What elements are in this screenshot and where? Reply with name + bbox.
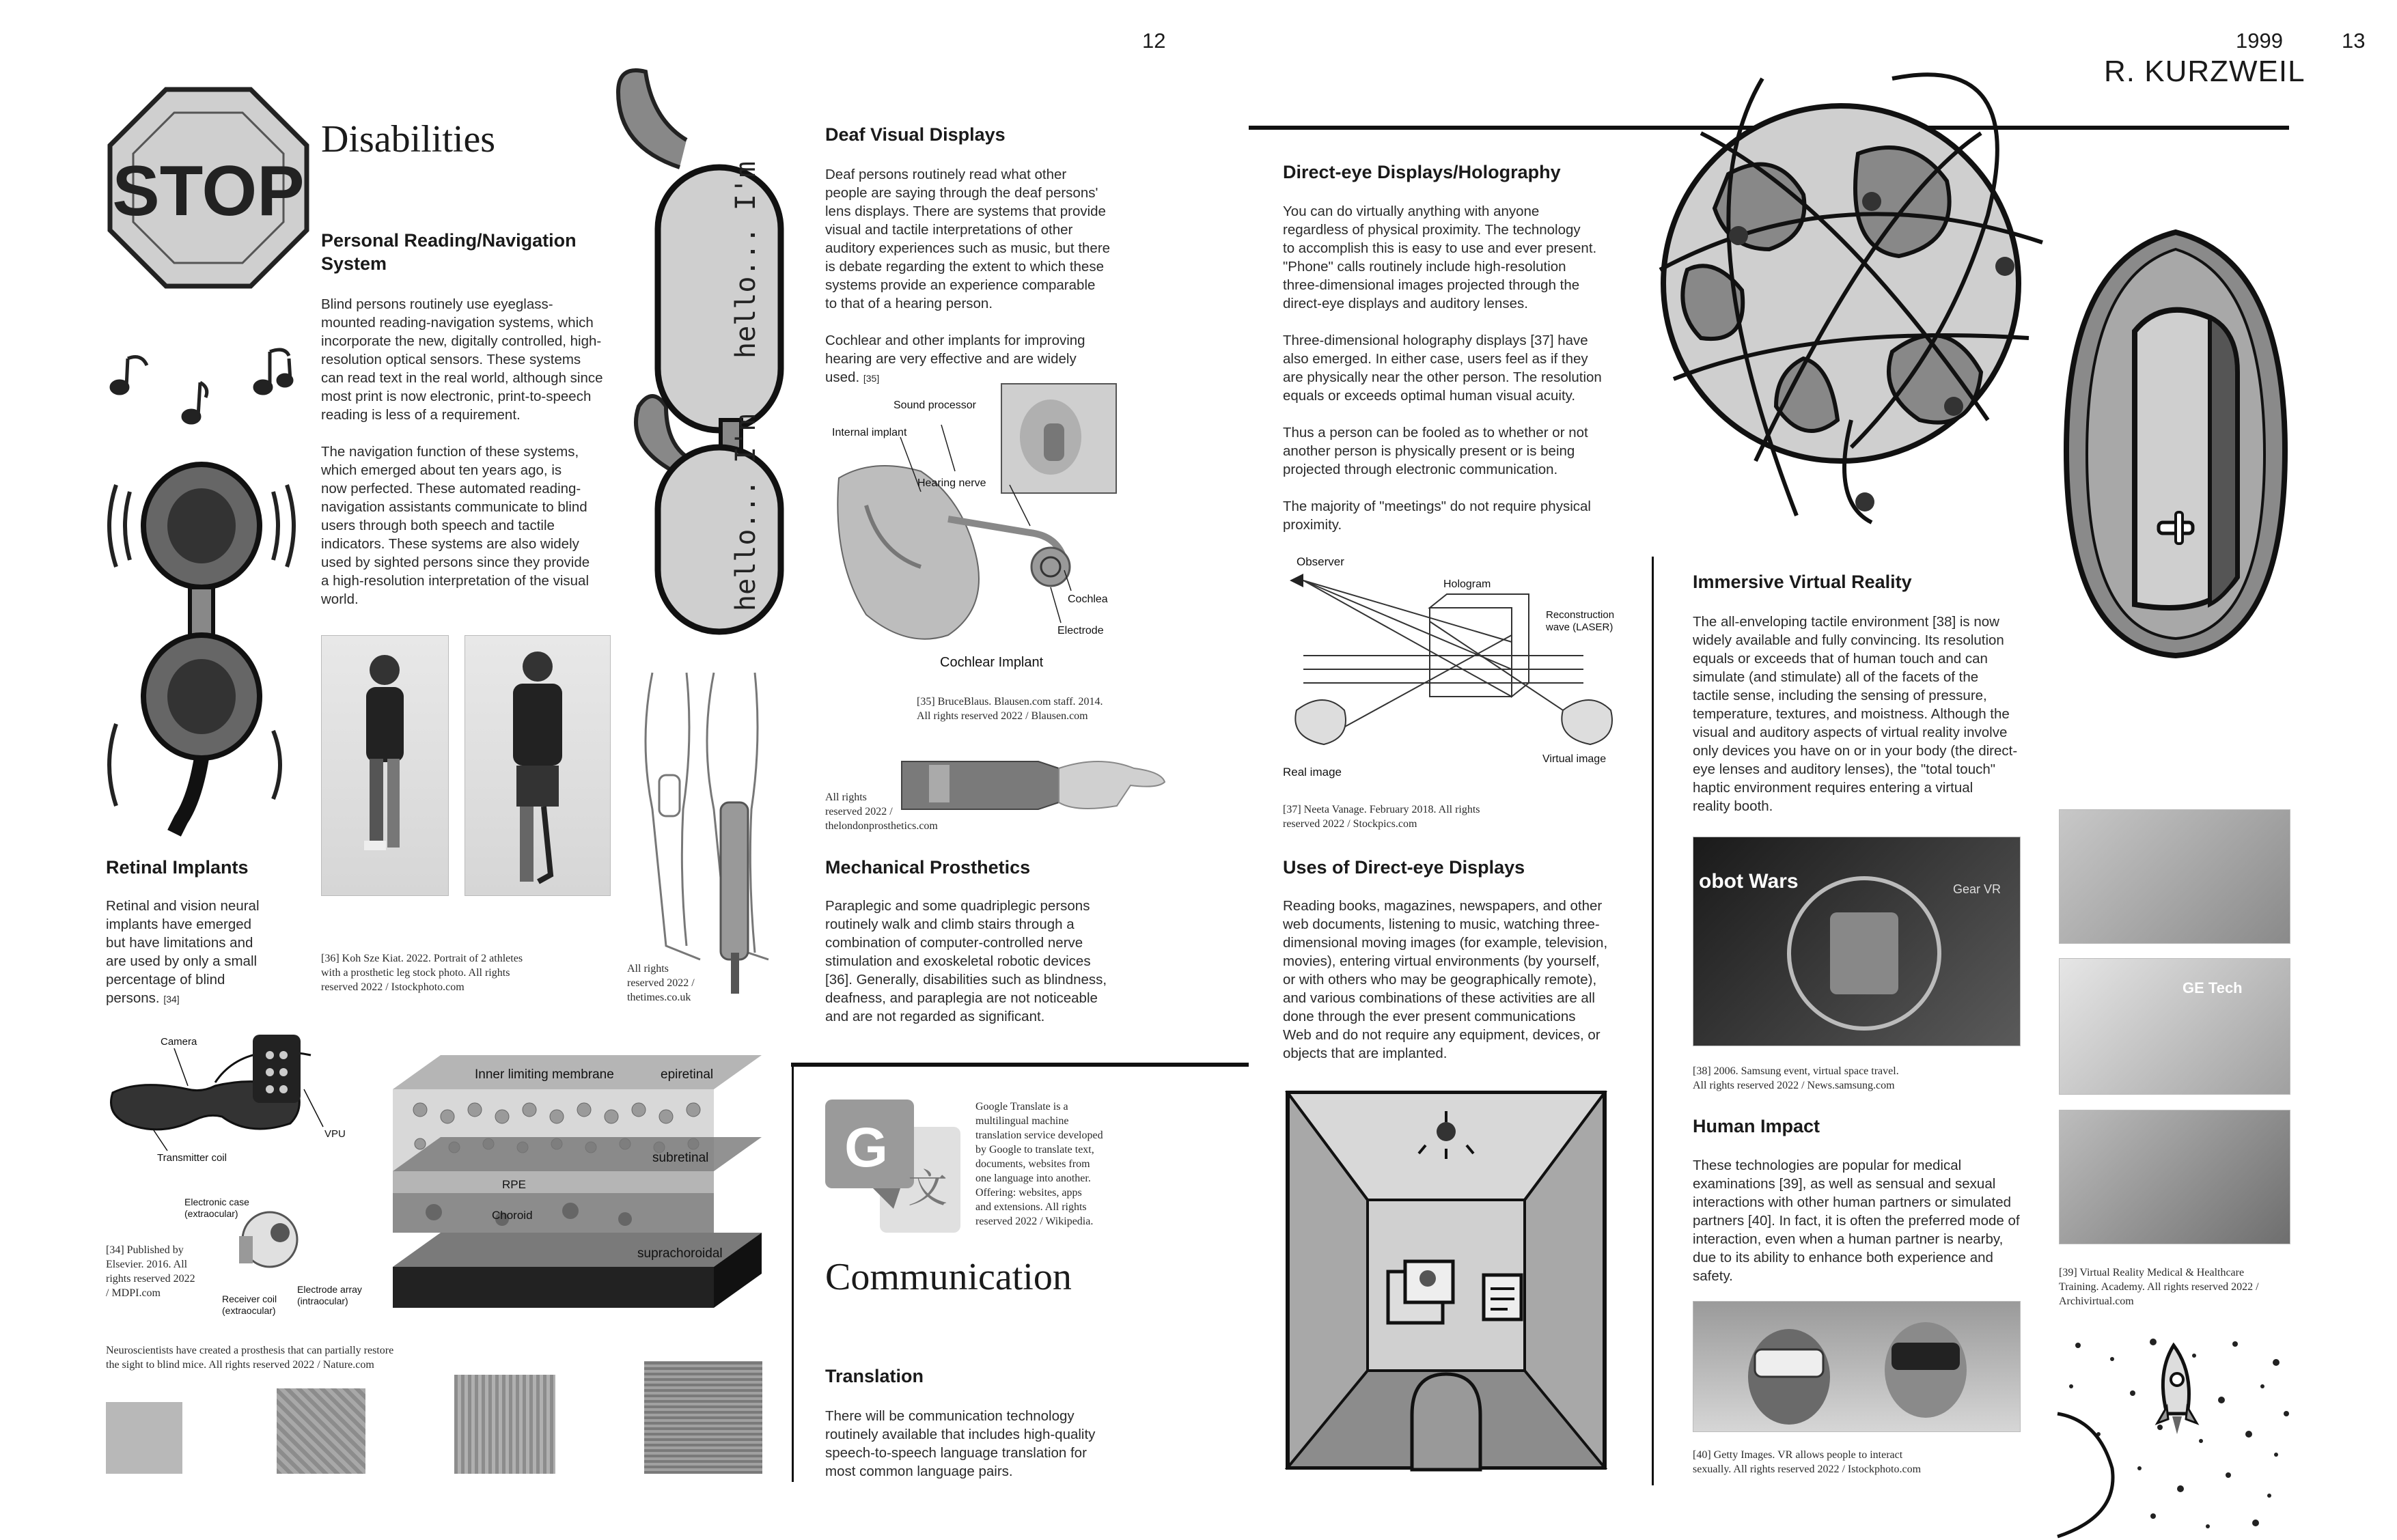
line: All rights reserved 2022 / Blausen.com bbox=[917, 710, 1088, 722]
line: direct-eye displays and auditory lenses. bbox=[1283, 296, 1528, 311]
section-title-disabilities: Disabilities bbox=[321, 118, 496, 160]
paragraph bbox=[825, 1407, 1126, 1481]
line: equals or exceeds optimal human visual acuity. bbox=[1283, 388, 1576, 404]
line: There will be communication technology bbox=[825, 1408, 1075, 1424]
line: visual and tactile interpretations of other bbox=[825, 222, 1073, 238]
hologram-diagram bbox=[1283, 553, 1618, 785]
line: temperature, textures, and moistness. Although the bbox=[1693, 706, 2010, 722]
line: proximity. bbox=[1283, 517, 1342, 533]
heading-line: System bbox=[321, 253, 387, 274]
photo-sign-text: obot Wars bbox=[1699, 870, 1799, 893]
line: and are not regarded as significant. bbox=[825, 1009, 1045, 1024]
ear-caption bbox=[917, 695, 1103, 723]
deaf-text bbox=[825, 165, 1126, 406]
translation-text bbox=[825, 1407, 1126, 1499]
line: navigation assistants communicate to blind bbox=[321, 499, 587, 515]
line: thetimes.co.uk bbox=[627, 992, 691, 1003]
label-electronic-case: Electronic case (extraocular) bbox=[184, 1196, 249, 1219]
line: You can do virtually anything with anyone bbox=[1283, 204, 1540, 219]
label-electrode-array: Electrode array (intraocular) bbox=[297, 1284, 362, 1306]
label-real-image: Real image bbox=[1283, 766, 1342, 779]
heading-retinal-implants: Retinal Implants bbox=[106, 857, 249, 878]
year-label: 1999 bbox=[2236, 29, 2283, 53]
line: sexually. All rights reserved 2022 / Istockphoto.com bbox=[1693, 1464, 1922, 1475]
line: reserved 2022 / bbox=[825, 806, 893, 817]
line: three-dimensional images projected through the bbox=[1283, 277, 1580, 293]
paragraph bbox=[1693, 613, 2034, 815]
line: [38] 2006. Samsung event, virtual space travel. bbox=[1693, 1065, 1899, 1077]
paragraph bbox=[321, 443, 622, 608]
uses-text bbox=[1283, 897, 1624, 1081]
heading-uses-direct-eye: Uses of Direct-eye Displays bbox=[1283, 857, 1525, 878]
label-transmitter-coil: Transmitter coil bbox=[157, 1152, 227, 1164]
line: rights reserved 2022 bbox=[106, 1273, 195, 1285]
virtual-room-illustration bbox=[1286, 1091, 1607, 1470]
line: thelondonprosthetics.com bbox=[825, 820, 938, 832]
line: tactile sense, including the sensing of pressure, bbox=[1693, 688, 1987, 703]
vibrating-glasses-illustration bbox=[102, 451, 301, 847]
line: movies), entering virtual environments (by yourself, bbox=[1283, 953, 1600, 969]
label-suprachoroidal: suprachoroidal bbox=[637, 1246, 723, 1261]
line: hearing are very effective and are widely bbox=[825, 351, 1077, 367]
line: [39] Virtual Reality Medical & Healthcare bbox=[2059, 1267, 2245, 1278]
robot-sphere bbox=[1693, 837, 2020, 1046]
line: objects that are implanted. bbox=[1283, 1046, 1447, 1061]
label-receiver-coil: Receiver coil (extraocular) bbox=[222, 1293, 277, 1316]
line: reality booth. bbox=[1693, 798, 1773, 814]
label-hearing-nerve: Hearing nerve bbox=[917, 477, 986, 489]
line: persons. bbox=[106, 990, 160, 1006]
line: implants have emerged bbox=[106, 916, 252, 932]
line: [34] Published by bbox=[106, 1244, 184, 1256]
label-observer: Observer bbox=[1297, 555, 1344, 568]
line: are physically near the other person. The resolution bbox=[1283, 369, 1602, 385]
line: simulate (and stimulate) all of the facets of the bbox=[1693, 669, 1979, 685]
heading-direct-eye-holography: Direct-eye Displays/Holography bbox=[1283, 162, 1561, 182]
google-translate-x: 文 bbox=[907, 1165, 948, 1212]
line: Offering: websites, apps bbox=[975, 1187, 1082, 1199]
line: reserved 2022 / bbox=[627, 977, 695, 989]
label-epiretinal: epiretinal bbox=[661, 1067, 714, 1082]
retinal-text bbox=[106, 897, 311, 1027]
paragraph bbox=[1283, 423, 1624, 479]
human-impact-text bbox=[1693, 1156, 2034, 1304]
line: to that of a hearing person. bbox=[825, 296, 993, 311]
cochlear-implant-diagram bbox=[825, 382, 1119, 683]
line: Blind persons routinely use eyeglass- bbox=[321, 296, 553, 312]
line: are used by only a small bbox=[106, 953, 258, 969]
medical-vr-photo-2 bbox=[2059, 958, 2290, 1095]
photo-gear-text: Gear VR bbox=[1953, 882, 2001, 896]
samsung-caption bbox=[1693, 1064, 1899, 1093]
line: Thus a person can be fooled as to whether or not bbox=[1283, 425, 1588, 440]
label-subretinal: subretinal bbox=[652, 1151, 709, 1165]
line: equals or exceeds that of human touch and can bbox=[1693, 651, 1988, 667]
stop-sign-illustration bbox=[106, 85, 311, 318]
heading-line: Personal Reading/Navigation bbox=[321, 230, 577, 251]
vr-booth-illustration bbox=[2063, 229, 2288, 659]
line: and extensions. All rights bbox=[975, 1201, 1087, 1213]
label-cochlear-implant: Cochlear Implant bbox=[940, 655, 1044, 670]
line: All rights bbox=[627, 963, 669, 975]
line: All rights bbox=[825, 792, 867, 803]
line: partners [40]. In fact, it is often the preferred mode of bbox=[1693, 1213, 2020, 1229]
line: combination of computer-controlled nerve bbox=[825, 935, 1083, 951]
label-internal-implant: Internal implant bbox=[832, 427, 907, 438]
line: Deaf persons routinely read what other bbox=[825, 167, 1067, 182]
line: Archivirtual.com bbox=[2059, 1296, 2134, 1307]
line: multilingual machine bbox=[975, 1115, 1069, 1127]
author-name: R. KURZWEIL bbox=[2104, 55, 2305, 88]
google-translate-g: G bbox=[844, 1117, 888, 1179]
line: due to its ability to enhance both experience and bbox=[1693, 1250, 1993, 1265]
line: resolution optical sensors. These systems bbox=[321, 352, 581, 367]
mouse-vision-sample-3 bbox=[454, 1375, 555, 1474]
line: Reading books, magazines, newspapers, and other bbox=[1283, 898, 1603, 914]
line: "Phone" calls routinely include high-resolution bbox=[1283, 259, 1566, 275]
line: web documents, listening to music, watching three- bbox=[1283, 916, 1600, 932]
line: Three-dimensional holography displays [37] have bbox=[1283, 333, 1588, 348]
line: Cochlear and other implants for improving bbox=[825, 333, 1085, 348]
bionic-arm-illustration bbox=[902, 741, 1168, 830]
citation: [34] bbox=[163, 994, 180, 1005]
line: the sight to blind mice. All rights reserved 2022 / Nature.com bbox=[106, 1359, 374, 1371]
line: reading is less of a requirement. bbox=[321, 407, 521, 423]
label-choroid: Choroid bbox=[492, 1209, 533, 1222]
line: interactions with other human partners or simulated bbox=[1693, 1194, 2012, 1210]
line: widely available and fully convincing. Its resolution bbox=[1693, 632, 2004, 648]
label-camera: Camera bbox=[161, 1036, 197, 1048]
paragraph bbox=[825, 165, 1126, 313]
line: Web and do not require any equipment, devices, or bbox=[1283, 1027, 1601, 1043]
line: reserved 2022 / Stockpics.com bbox=[1283, 818, 1417, 830]
ivr-text bbox=[1693, 613, 2034, 834]
vr-couple-photo bbox=[1693, 1301, 2021, 1432]
line: reserved 2022 / Istockphoto.com bbox=[321, 981, 465, 993]
line: a high-resolution interpretation of the visual bbox=[321, 573, 590, 589]
line: [37] Neeta Vanage. February 2018. All rights bbox=[1283, 804, 1480, 815]
mouse-vision-sample-1 bbox=[106, 1402, 182, 1474]
label-hologram: Hologram bbox=[1443, 578, 1491, 590]
line: Training. Academy. All rights reserved 2022 / bbox=[2059, 1281, 2259, 1293]
line: The majority of "meetings" do not require physical bbox=[1283, 499, 1591, 514]
line: safety. bbox=[1693, 1268, 1733, 1284]
paragraph bbox=[1693, 1156, 2034, 1285]
mech-text bbox=[825, 897, 1126, 1044]
heading-mechanical-prosthetics: Mechanical Prosthetics bbox=[825, 857, 1031, 878]
citation: [35] bbox=[863, 373, 880, 384]
heading-translation: Translation bbox=[825, 1366, 924, 1386]
line: speech-to-speech language translation for bbox=[825, 1445, 1087, 1461]
line: documents, websites from bbox=[975, 1158, 1090, 1170]
label-electrode: Electrode bbox=[1057, 625, 1104, 636]
line: [35] BruceBlaus. Blausen.com staff. 2014. bbox=[917, 696, 1103, 708]
page-number-left: 12 bbox=[1142, 29, 1166, 53]
line: used by sighted persons since they provide bbox=[321, 555, 590, 570]
line: systems provide an experience comparable bbox=[825, 277, 1096, 293]
divider-communication bbox=[791, 1063, 1249, 1067]
paragraph bbox=[1283, 497, 1624, 534]
couple-figures bbox=[1693, 1302, 2020, 1431]
line: reserved 2022 / Wikipedia. bbox=[975, 1216, 1094, 1227]
line: now perfected. These automated reading- bbox=[321, 481, 581, 496]
glasses-text-top: hello... I'm bbox=[730, 161, 762, 359]
page-number-right: 13 bbox=[2342, 29, 2366, 53]
line: another person is physically present or is being bbox=[1283, 443, 1575, 459]
line: percentage of blind bbox=[106, 972, 225, 988]
paragraph bbox=[825, 331, 1126, 388]
section-title-communication: Communication bbox=[825, 1256, 1072, 1298]
google-translate-logo bbox=[825, 1100, 962, 1236]
line: indicators. These systems are also widely bbox=[321, 536, 579, 552]
line: users through both speech and tactile bbox=[321, 518, 555, 533]
line: people are saying through the deaf persons' bbox=[825, 185, 1098, 201]
line: most common language pairs. bbox=[825, 1464, 1013, 1479]
line: Elsevier. 2016. All bbox=[106, 1259, 188, 1270]
google-translate-caption bbox=[975, 1100, 1103, 1229]
heading-immersive-vr: Immersive Virtual Reality bbox=[1693, 572, 1912, 592]
line: Paraplegic and some quadriplegic persons bbox=[825, 898, 1090, 914]
samsung-vr-photo bbox=[1693, 837, 2021, 1046]
paragraph bbox=[825, 897, 1126, 1026]
paragraph bbox=[1283, 331, 1624, 405]
medical-caption bbox=[2059, 1265, 2259, 1308]
line: and various combinations of these activities are all bbox=[1283, 990, 1595, 1006]
retina-layers-diagram bbox=[393, 1035, 762, 1321]
line: but have limitations and bbox=[106, 935, 253, 951]
line: by Google to translate text, bbox=[975, 1144, 1094, 1156]
divider-vertical-right bbox=[1652, 557, 1654, 1485]
line: routinely walk and climb stairs through a bbox=[825, 916, 1075, 932]
paragraph bbox=[106, 897, 311, 1009]
line: auditory experiences such as music, but there bbox=[825, 240, 1111, 256]
hologram-caption bbox=[1283, 802, 1480, 831]
line: projected through electronic communication. bbox=[1283, 462, 1558, 477]
heading-deaf-visual-displays: Deaf Visual Displays bbox=[825, 124, 1006, 145]
line: can read text in the real world, although since bbox=[321, 370, 603, 386]
divider-vertical-left bbox=[792, 1065, 794, 1482]
label-rpe: RPE bbox=[502, 1178, 526, 1191]
line: deafness, and paraplegia are not noticeable bbox=[825, 990, 1098, 1006]
label-sound-processor: Sound processor bbox=[893, 400, 976, 411]
device-caption bbox=[106, 1243, 195, 1300]
space-rocket-illustration bbox=[2057, 1332, 2293, 1537]
glasses-text-bottom: hello... I'm bbox=[730, 414, 762, 611]
medical-vr-photo-1 bbox=[2059, 809, 2290, 944]
line: The navigation function of these systems, bbox=[321, 444, 579, 460]
stop-sign-text: STOP bbox=[112, 152, 305, 231]
line: regardless of physical proximity. The technology bbox=[1283, 222, 1581, 238]
label-cochlea: Cochlea bbox=[1068, 593, 1108, 605]
athlete-figure bbox=[322, 636, 448, 895]
couple-caption bbox=[1693, 1448, 1921, 1476]
line: used. bbox=[825, 369, 860, 385]
line: to accomplish this is easy to use and ever present. bbox=[1283, 240, 1597, 256]
line: one language into another. bbox=[975, 1173, 1091, 1184]
line: done through the ever present communications bbox=[1283, 1009, 1576, 1024]
line: The all-enveloping tactile environment [38] is now bbox=[1693, 614, 1999, 630]
heading-reading-navigation bbox=[321, 229, 577, 275]
line: also emerged. In either case, users feel as if they bbox=[1283, 351, 1588, 367]
line: [36]. Generally, disabilities such as blindness, bbox=[825, 972, 1107, 988]
line: which emerged about ten years ago, is bbox=[321, 462, 562, 478]
line: lens displays. There are systems that provide bbox=[825, 204, 1106, 219]
line: mounted reading-navigation systems, which bbox=[321, 315, 594, 331]
line: with a prosthetic leg stock photo. All rights bbox=[321, 967, 510, 979]
globe-network-illustration bbox=[1646, 65, 2049, 543]
line: is debate regarding the extent to which these bbox=[825, 259, 1104, 275]
reading-nav-text bbox=[321, 295, 622, 627]
line: interaction, even when a human partner is nearby, bbox=[1693, 1231, 2004, 1247]
athletes-caption bbox=[321, 951, 523, 994]
label-vpu: VPU bbox=[324, 1128, 346, 1140]
line: most print is now electronic, print-to-speech bbox=[321, 389, 592, 404]
label-virtual-image: Virtual image bbox=[1542, 753, 1607, 765]
mouse-vision-sample-2 bbox=[277, 1388, 365, 1474]
paragraph bbox=[1283, 202, 1624, 313]
line: Neuroscientists have created a prosthesis that can partially restore bbox=[106, 1345, 394, 1356]
legs-caption bbox=[627, 962, 695, 1005]
line: routinely available that includes high-quality bbox=[825, 1427, 1096, 1442]
paragraph bbox=[321, 295, 622, 424]
line: eye lenses and auditory lenses), the "total touch" bbox=[1693, 761, 1996, 777]
line: stimulation and exoskeletal robotic devices bbox=[825, 953, 1091, 969]
line: Retinal and vision neural bbox=[106, 898, 260, 914]
line: examinations [39], as well as sensual and sexual bbox=[1693, 1176, 1996, 1192]
line: All rights reserved 2022 / News.samsung.com bbox=[1693, 1080, 1895, 1091]
mouse-vision-sample-4 bbox=[644, 1361, 762, 1474]
label-inner-limiting-membrane: Inner limiting membrane bbox=[475, 1067, 614, 1082]
line: or with others who may be geographically remote), bbox=[1283, 972, 1597, 988]
label-reconstruction-wave: Reconstruction wave (LASER) bbox=[1546, 609, 1615, 633]
arm-caption bbox=[825, 790, 938, 833]
line: dimensional moving images (for example, television, bbox=[1283, 935, 1608, 951]
heading-human-impact: Human Impact bbox=[1693, 1116, 1820, 1136]
paragraph bbox=[1283, 897, 1624, 1063]
mice-caption bbox=[106, 1343, 393, 1372]
line: visual and auditory aspects of virtual reality involve bbox=[1693, 725, 2008, 740]
athlete-figure bbox=[465, 636, 610, 895]
line: [36] Koh Sze Kiat. 2022. Portrait of 2 athletes bbox=[321, 953, 523, 964]
line: incorporate the new, digitally controlled, high- bbox=[321, 333, 602, 349]
talking-glasses-illustration bbox=[611, 65, 789, 639]
medical-vr-photo-3 bbox=[2059, 1110, 2290, 1244]
line: world. bbox=[321, 591, 359, 607]
direct-eye-text bbox=[1283, 202, 1624, 552]
music-notes-icon bbox=[106, 338, 311, 427]
line: only devices you have on or in your body (the direct- bbox=[1693, 743, 2018, 759]
athlete-photo-woman bbox=[321, 635, 449, 896]
line: Google Translate is a bbox=[975, 1101, 1068, 1112]
line: [40] Getty Images. VR allows people to interact bbox=[1693, 1449, 1903, 1461]
line: These technologies are popular for medical bbox=[1693, 1158, 1962, 1173]
athlete-photo-man bbox=[465, 635, 611, 896]
ge-sign-text: GE Tech bbox=[2183, 979, 2243, 996]
line: haptic environment requires entering a virtual bbox=[1693, 780, 1973, 796]
line: translation service developed bbox=[975, 1130, 1103, 1141]
line: / MDPI.com bbox=[106, 1287, 161, 1299]
